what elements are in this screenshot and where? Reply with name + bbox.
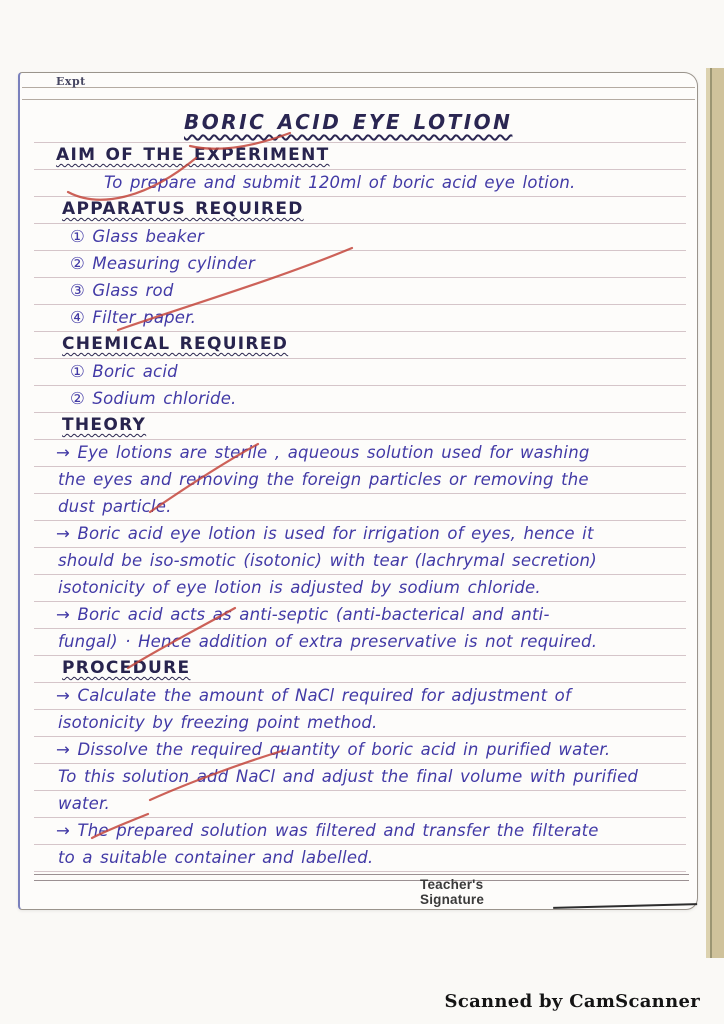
handwriting-line: ① Boric acid [34,359,686,386]
page-title: BORIC ACID EYE LOTION [34,99,686,143]
notebook-page [18,72,698,910]
handwriting-line: → Boric acid eye lotion is used for irrigation of eyes, hence it [34,521,686,548]
handwriting-line: To prepare and submit 120ml of boric acid eye lotion. [34,170,686,197]
handwriting-line: → Boric acid acts as anti-septic (anti-bacterical and anti- [34,602,686,629]
handwriting-line: ② Measuring cylinder [34,251,686,278]
adjacent-page-edge [704,68,724,958]
handwriting-line: the eyes and removing the foreign particles or removing the [34,467,686,494]
signature-row [420,877,697,907]
handwriting-line: ① Glass beaker [34,224,686,251]
handwriting-line: to a suitable container and labelled. [34,845,686,872]
section-heading: CHEMICAL REQUIRED [34,332,686,359]
section-heading: AIM OF THE EXPERIMENT [34,143,686,170]
handwriting-line: isotonicity by freezing point method. [34,710,686,737]
handwriting-lines [34,99,686,872]
handwriting-line: dust particle. [34,494,686,521]
handwriting-line: ④ Filter paper. [34,305,686,332]
handwriting-line: → Eye lotions are sterile , aqueous solution used for washing [34,440,686,467]
handwriting-line: → Dissolve the required quantity of boric acid in purified water. [34,737,686,764]
section-heading: APPARATUS REQUIRED [34,197,686,224]
section-heading: THEORY [34,413,686,440]
handwriting-line: → Calculate the amount of NaCl required for adjustment of [34,683,686,710]
handwriting-line: ③ Glass rod [34,278,686,305]
teacher-signature-label: Teacher's Signature [420,877,485,907]
handwriting-line: isotonicity of eye lotion is adjusted by sodium chloride. [34,575,686,602]
handwriting-line: fungal) · Hence addition of extra preservative is not required. [34,629,686,656]
experiment-corner-label: Expt [56,75,86,88]
handwriting-line: water. [34,791,686,818]
signature-blank-line [553,891,698,909]
camscanner-watermark: Scanned by CamScanner [444,991,700,1012]
handwriting-line: ② Sodium chloride. [34,386,686,413]
handwriting-line: → The prepared solution was filtered and transfer the filterate [34,818,686,845]
handwriting-line: To this solution add NaCl and adjust the final volume with purified [34,764,686,791]
section-heading: PROCEDURE [34,656,686,683]
handwriting-line: should be iso-smotic (isotonic) with tear (lachrymal secretion) [34,548,686,575]
page-top-rule [22,87,695,88]
